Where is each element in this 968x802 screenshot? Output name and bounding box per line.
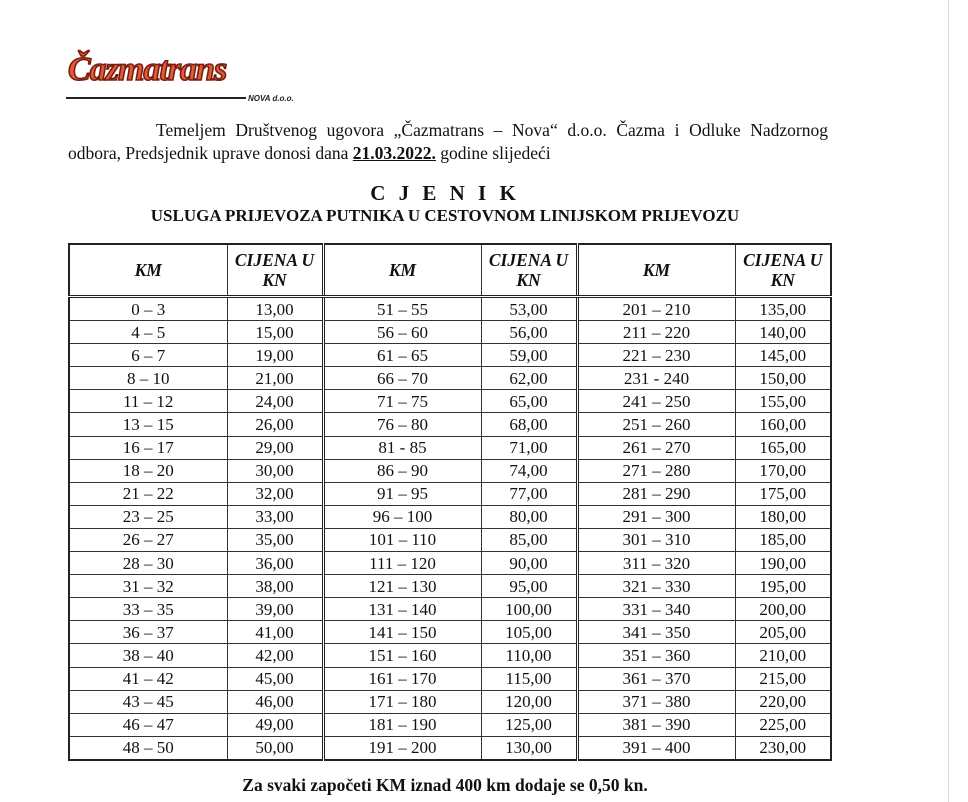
header-km: KM xyxy=(69,244,227,297)
km-range-cell: 301 – 310 xyxy=(577,528,735,551)
price-cell: 50,00 xyxy=(227,736,323,760)
header-km: KM xyxy=(323,244,481,297)
price-cell: 56,00 xyxy=(481,321,577,344)
table-row xyxy=(69,390,831,413)
km-range-cell: 251 – 260 xyxy=(577,413,735,436)
km-range-cell: 56 – 60 xyxy=(323,321,481,344)
price-cell: 210,00 xyxy=(735,644,831,667)
price-cell: 170,00 xyxy=(735,459,831,482)
price-cell: 19,00 xyxy=(227,344,323,367)
price-cell: 185,00 xyxy=(735,528,831,551)
km-range-cell: 43 – 45 xyxy=(69,690,227,713)
table-header-row xyxy=(69,244,831,297)
km-range-cell: 28 – 30 xyxy=(69,552,227,575)
km-range-cell: 241 – 250 xyxy=(577,390,735,413)
header-price-line2: KN xyxy=(262,270,287,290)
price-cell: 39,00 xyxy=(227,598,323,621)
price-cell: 105,00 xyxy=(481,621,577,644)
km-range-cell: 36 – 37 xyxy=(69,621,227,644)
km-range-cell: 271 – 280 xyxy=(577,459,735,482)
table-row xyxy=(69,505,831,528)
price-cell: 190,00 xyxy=(735,552,831,575)
km-range-cell: 231 - 240 xyxy=(577,367,735,390)
km-range-cell: 6 – 7 xyxy=(69,344,227,367)
price-cell: 30,00 xyxy=(227,459,323,482)
km-range-cell: 291 – 300 xyxy=(577,505,735,528)
km-range-cell: 361 – 370 xyxy=(577,667,735,690)
km-range-cell: 86 – 90 xyxy=(323,459,481,482)
km-range-cell: 33 – 35 xyxy=(69,598,227,621)
km-range-cell: 321 – 330 xyxy=(577,575,735,598)
decision-date: 21.03.2022. xyxy=(352,143,436,163)
km-range-cell: 46 – 47 xyxy=(69,713,227,736)
km-range-cell: 121 – 130 xyxy=(323,575,481,598)
price-cell: 21,00 xyxy=(227,367,323,390)
price-cell: 225,00 xyxy=(735,713,831,736)
price-cell: 155,00 xyxy=(735,390,831,413)
price-cell: 130,00 xyxy=(481,736,577,760)
table-row xyxy=(69,413,831,436)
price-cell: 120,00 xyxy=(481,690,577,713)
price-cell: 62,00 xyxy=(481,367,577,390)
header-price-line1: CIJENA U xyxy=(743,250,823,270)
intro-text-after-date: godine slijedeći xyxy=(435,143,551,163)
km-range-cell: 211 – 220 xyxy=(577,321,735,344)
km-range-cell: 181 – 190 xyxy=(323,713,481,736)
table-row xyxy=(69,297,831,321)
price-cell: 35,00 xyxy=(227,528,323,551)
km-range-cell: 76 – 80 xyxy=(323,413,481,436)
header-price xyxy=(227,244,323,297)
table-row xyxy=(69,690,831,713)
km-range-cell: 66 – 70 xyxy=(323,367,481,390)
km-range-cell: 48 – 50 xyxy=(69,736,227,760)
price-cell: 13,00 xyxy=(227,297,323,321)
company-logo xyxy=(62,40,312,108)
price-cell: 33,00 xyxy=(227,505,323,528)
document-subtitle: USLUGA PRIJEVOZA PUTNIKA U CESTOVNOM LINIJSKOM PRIJEVOZU xyxy=(150,206,740,225)
table-row xyxy=(69,436,831,459)
km-range-cell: 96 – 100 xyxy=(323,505,481,528)
km-range-cell: 31 – 32 xyxy=(69,575,227,598)
km-range-cell: 38 – 40 xyxy=(69,644,227,667)
price-cell: 195,00 xyxy=(735,575,831,598)
price-cell: 80,00 xyxy=(481,505,577,528)
price-cell: 150,00 xyxy=(735,367,831,390)
table-row xyxy=(69,644,831,667)
km-range-cell: 61 – 65 xyxy=(323,344,481,367)
table-row xyxy=(69,713,831,736)
km-range-cell: 151 – 160 xyxy=(323,644,481,667)
company-logo-graphic xyxy=(62,40,312,108)
km-range-cell: 141 – 150 xyxy=(323,621,481,644)
logo-subtitle: NOVA d.o.o. xyxy=(248,94,294,103)
price-cell: 160,00 xyxy=(735,413,831,436)
km-range-cell: 131 – 140 xyxy=(323,598,481,621)
price-cell: 46,00 xyxy=(227,690,323,713)
km-range-cell: 281 – 290 xyxy=(577,482,735,505)
footnote: Za svaki započeti KM iznad 400 km dodaje se 0,50 kn. xyxy=(242,775,648,795)
header-price-line1: CIJENA U xyxy=(488,250,569,270)
price-cell: 65,00 xyxy=(481,390,577,413)
price-cell: 115,00 xyxy=(481,667,577,690)
km-range-cell: 13 – 15 xyxy=(69,413,227,436)
price-cell: 230,00 xyxy=(735,736,831,760)
km-range-cell: 341 – 350 xyxy=(577,621,735,644)
header-price xyxy=(735,244,831,297)
table-row xyxy=(69,552,831,575)
price-cell: 175,00 xyxy=(735,482,831,505)
km-range-cell: 26 – 27 xyxy=(69,528,227,551)
table-row xyxy=(69,367,831,390)
price-cell: 165,00 xyxy=(735,436,831,459)
price-cell: 100,00 xyxy=(481,598,577,621)
km-range-cell: 111 – 120 xyxy=(323,552,481,575)
km-range-cell: 171 – 180 xyxy=(323,690,481,713)
intro-text-before-date: Temeljem Društvenog ugovora „Čazmatrans – Nova“ d.o.o. Čazma i Odluke Nadzornog odbora, Predsjednik uprave donosi dana xyxy=(68,120,828,163)
price-cell: 32,00 xyxy=(227,482,323,505)
km-range-cell: 311 – 320 xyxy=(577,552,735,575)
km-range-cell: 18 – 20 xyxy=(69,459,227,482)
price-cell: 38,00 xyxy=(227,575,323,598)
km-range-cell: 16 – 17 xyxy=(69,436,227,459)
table-row xyxy=(69,598,831,621)
km-range-cell: 0 – 3 xyxy=(69,297,227,321)
km-range-cell: 351 – 360 xyxy=(577,644,735,667)
km-range-cell: 391 – 400 xyxy=(577,736,735,760)
km-range-cell: 381 – 390 xyxy=(577,713,735,736)
price-cell: 110,00 xyxy=(481,644,577,667)
page-edge-line xyxy=(948,0,949,802)
logo-underline xyxy=(66,97,246,99)
price-cell: 200,00 xyxy=(735,598,831,621)
price-table-body xyxy=(69,297,831,760)
price-cell: 77,00 xyxy=(481,482,577,505)
price-cell: 45,00 xyxy=(227,667,323,690)
km-range-cell: 8 – 10 xyxy=(69,367,227,390)
km-range-cell: 91 – 95 xyxy=(323,482,481,505)
table-row xyxy=(69,667,831,690)
price-cell: 26,00 xyxy=(227,413,323,436)
price-cell: 135,00 xyxy=(735,297,831,321)
table-row xyxy=(69,482,831,505)
km-range-cell: 4 – 5 xyxy=(69,321,227,344)
price-cell: 53,00 xyxy=(481,297,577,321)
price-table xyxy=(68,243,832,761)
price-table-header xyxy=(69,244,831,297)
price-cell: 215,00 xyxy=(735,667,831,690)
intro-paragraph xyxy=(68,119,828,165)
header-price-line1: CIJENA U xyxy=(234,250,315,270)
km-range-cell: 51 – 55 xyxy=(323,297,481,321)
price-cell: 41,00 xyxy=(227,621,323,644)
km-range-cell: 261 – 270 xyxy=(577,436,735,459)
km-range-cell: 161 – 170 xyxy=(323,667,481,690)
table-row xyxy=(69,575,831,598)
km-range-cell: 371 – 380 xyxy=(577,690,735,713)
table-row xyxy=(69,321,831,344)
price-cell: 74,00 xyxy=(481,459,577,482)
document-title: C J E N I K xyxy=(370,181,520,205)
price-cell: 205,00 xyxy=(735,621,831,644)
table-row xyxy=(69,459,831,482)
header-price-line2: KN xyxy=(770,270,795,290)
header-price-line2: KN xyxy=(516,270,541,290)
km-range-cell: 81 - 85 xyxy=(323,436,481,459)
km-range-cell: 221 – 230 xyxy=(577,344,735,367)
price-cell: 95,00 xyxy=(481,575,577,598)
price-cell: 29,00 xyxy=(227,436,323,459)
km-range-cell: 41 – 42 xyxy=(69,667,227,690)
table-row xyxy=(69,736,831,760)
price-cell: 15,00 xyxy=(227,321,323,344)
header-km: KM xyxy=(577,244,735,297)
km-range-cell: 21 – 22 xyxy=(69,482,227,505)
price-cell: 24,00 xyxy=(227,390,323,413)
price-cell: 71,00 xyxy=(481,436,577,459)
km-range-cell: 191 – 200 xyxy=(323,736,481,760)
km-range-cell: 101 – 110 xyxy=(323,528,481,551)
price-cell: 36,00 xyxy=(227,552,323,575)
km-range-cell: 331 – 340 xyxy=(577,598,735,621)
price-cell: 49,00 xyxy=(227,713,323,736)
km-range-cell: 201 – 210 xyxy=(577,297,735,321)
km-range-cell: 11 – 12 xyxy=(69,390,227,413)
price-cell: 125,00 xyxy=(481,713,577,736)
km-range-cell: 71 – 75 xyxy=(323,390,481,413)
header-price xyxy=(481,244,577,297)
price-cell: 220,00 xyxy=(735,690,831,713)
price-cell: 145,00 xyxy=(735,344,831,367)
price-cell: 59,00 xyxy=(481,344,577,367)
price-cell: 90,00 xyxy=(481,552,577,575)
table-row xyxy=(69,528,831,551)
table-row xyxy=(69,344,831,367)
table-row xyxy=(69,621,831,644)
price-cell: 85,00 xyxy=(481,528,577,551)
price-cell: 180,00 xyxy=(735,505,831,528)
price-cell: 42,00 xyxy=(227,644,323,667)
km-range-cell: 23 – 25 xyxy=(69,505,227,528)
price-cell: 140,00 xyxy=(735,321,831,344)
price-cell: 68,00 xyxy=(481,413,577,436)
logo-wordmark: Čazmatrans xyxy=(68,51,227,88)
